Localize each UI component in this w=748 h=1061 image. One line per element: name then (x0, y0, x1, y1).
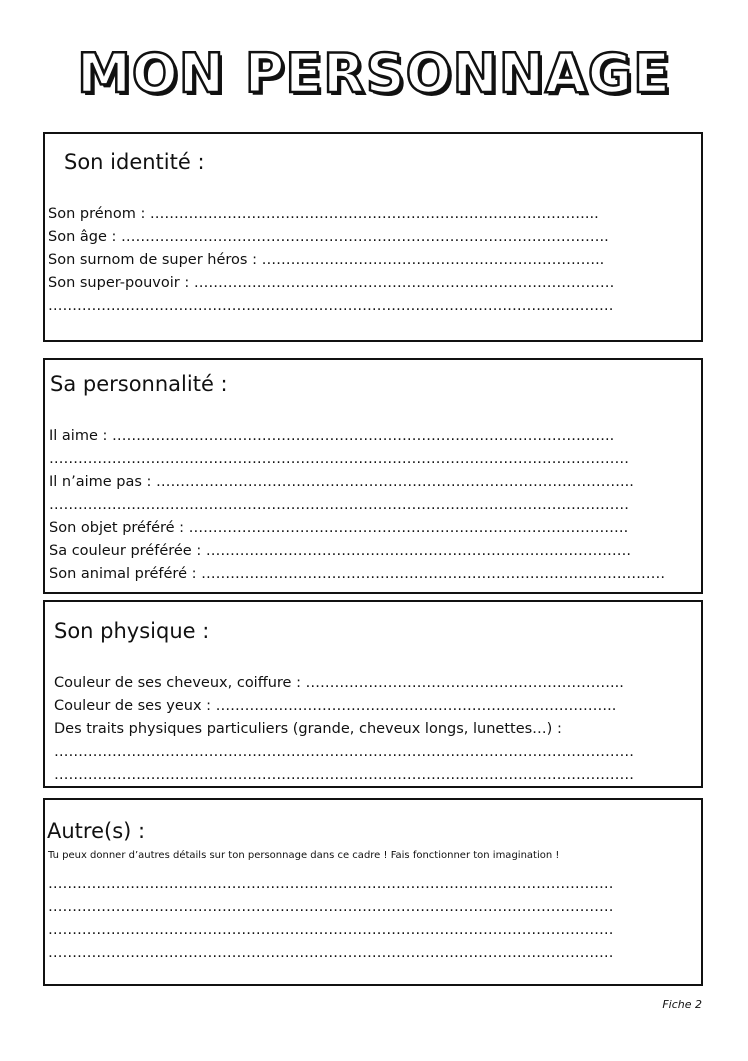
section-title: Son physique : (54, 619, 210, 643)
field-il-aime-cont[interactable]: ………………………………………………………………………………………………………… (49, 451, 629, 467)
section-note: Tu peux donner d’autres détails sur ton personnage dans ce cadre ! Fais fonctionner ton imagination ! (48, 850, 560, 861)
field-objet-prefere[interactable]: Son objet préféré : ………………………………………………………………………………. (49, 520, 629, 536)
section-title: Son identité : (64, 150, 205, 174)
field-autre-line[interactable]: ……………………………………………………………………………………………………… (48, 899, 614, 915)
page-footer: Fiche 2 (662, 998, 702, 1011)
section-autres (43, 798, 703, 986)
field-autre-line[interactable]: ……………………………………………………………………………………………………… (48, 876, 614, 892)
section-physique (43, 600, 703, 788)
field-traits-line[interactable]: ………………………………………………………………………………………………………… (54, 767, 634, 783)
field-yeux[interactable]: Couleur de ses yeux : ……………………………………………………………………….. (54, 698, 617, 714)
field-surnom[interactable]: Son surnom de super héros : …………………………………………………………….. (48, 252, 605, 268)
field-animal-prefere[interactable]: Son animal préféré : …………………………………………………………………………………… (49, 566, 666, 582)
field-age[interactable]: Son âge : ……………………………………………………………………………………….. (48, 229, 609, 245)
field-il-aime[interactable]: Il aime : ………………………………………………………………………………………….. (49, 428, 615, 444)
field-extra-line[interactable]: ……………………………………………………………………………………………………… (48, 298, 614, 314)
field-prenom[interactable]: Son prénom : ………………………………………………………………………………... (48, 206, 599, 222)
page-title: MON PERSONNAGE (77, 42, 671, 105)
field-naime-pas-cont[interactable]: ………………………………………………………………………………………………………… (49, 497, 629, 513)
section-identite (43, 132, 703, 342)
field-cheveux[interactable]: Couleur de ses cheveux, coiffure : ………………………………………………………... (54, 675, 624, 691)
field-autre-line[interactable]: ……………………………………………………………………………………………………… (48, 945, 614, 961)
field-couleur-preferee[interactable]: Sa couleur préférée : ……………………………………………………………………………. (49, 543, 631, 559)
field-super-pouvoir[interactable]: Son super-pouvoir : …………………………………………………………………………… (48, 275, 615, 291)
section-personnalite (43, 358, 703, 594)
field-traits-label: Des traits physiques particuliers (grande, cheveux longs, lunettes…) : (54, 721, 562, 737)
section-title: Sa personnalité : (50, 372, 228, 396)
field-traits-line[interactable]: ………………………………………………………………………………………………………… (54, 744, 634, 760)
section-title: Autre(s) : (47, 819, 146, 843)
field-autre-line[interactable]: ……………………………………………………………………………………………………… (48, 922, 614, 938)
field-naime-pas[interactable]: Il n’aime pas : ……………………………………………………………………………………... (49, 474, 634, 490)
